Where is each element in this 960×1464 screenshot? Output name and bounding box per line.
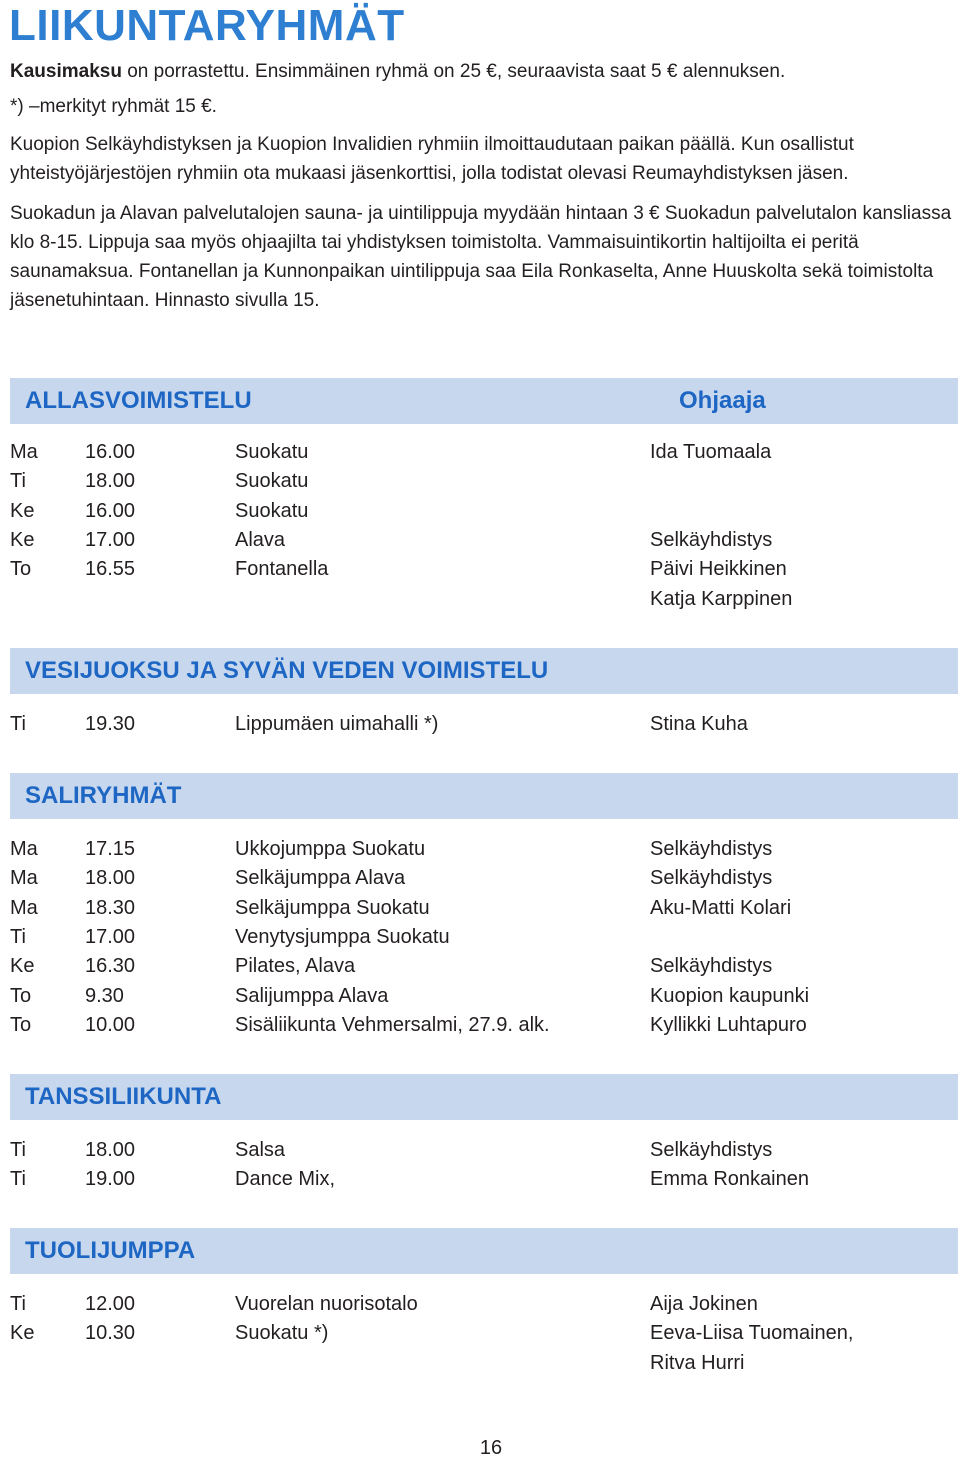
schedule-day: Ti — [10, 925, 26, 948]
schedule-leader: Selkäyhdistys — [650, 867, 773, 890]
schedule-leader: Aija Jokinen — [650, 1293, 758, 1315]
schedule-leader: Selkäyhdistys — [650, 955, 773, 978]
schedule-time: 17.00 — [85, 925, 136, 948]
schedule-place: Venytysjumppa Suokatu — [235, 925, 450, 948]
fee-label: Kausimaksu — [10, 61, 122, 82]
schedule-day: Ti — [10, 1139, 26, 1161]
schedule-day: To — [10, 558, 32, 581]
schedule-day: Ke — [10, 528, 35, 551]
section-header-saliryhmat — [10, 773, 958, 819]
intro-text — [10, 57, 955, 315]
schedule-day: Ke — [10, 1322, 35, 1345]
schedule-place: Suokatu *) — [235, 1322, 329, 1345]
schedule-row — [10, 467, 958, 496]
schedule-leader: Eeva-Liisa Tuomainen, — [650, 1322, 854, 1345]
section-title: TANSSILIIKUNTA — [25, 1083, 222, 1110]
schedule-place: Selkäjumppa Suokatu — [235, 896, 430, 919]
schedule-leader: Emma Ronkainen — [650, 1168, 809, 1191]
schedule-row — [10, 710, 958, 739]
schedule-time: 18.00 — [85, 470, 136, 493]
schedule-place: Suokatu — [235, 441, 309, 463]
schedule-time: 18.30 — [85, 896, 136, 919]
schedule-leader: Selkäyhdistys — [650, 528, 773, 551]
schedule-place: Selkäjumppa Alava — [235, 867, 406, 890]
schedule-row — [10, 526, 958, 555]
schedule-row — [10, 982, 958, 1011]
schedule-day: To — [10, 984, 32, 1007]
leader-column-header: Ohjaaja — [679, 387, 766, 414]
schedule-time: 18.00 — [85, 867, 136, 890]
intro-sauna-paragraph: Suokadun ja Alavan palvelutalojen sauna- ja uintilippuja myydään hintaan 3 € Suokadun palvelutalon kansliassa klo 8-15. Lippuja saa myös ohjaajilta tai yhdistyksen toimistolta. Vammaisuintikortin haltijoilta ei peritä saunamaksua. Fontanellan ja Kunnonpaikan uintilippuja saa Eila Ronkaselta, Anne Huuskolta sekä toimistolta jäsenetuhintaan. Hinnasto sivulla 15. — [10, 203, 952, 311]
schedule-row — [10, 555, 958, 584]
schedule-time: 12.00 — [85, 1293, 136, 1315]
schedule-row — [10, 894, 958, 923]
schedule-leader: Katja Karppinen — [650, 587, 793, 610]
schedule-leader: Aku-Matti Kolari — [650, 896, 792, 919]
section-header-tuolijumppa — [10, 1228, 958, 1274]
schedule-time: 17.15 — [85, 838, 136, 860]
section-title: VESIJUOKSU JA SYVÄN VEDEN VOIMISTELU — [25, 657, 549, 684]
schedule-day: Ke — [10, 499, 35, 522]
schedule-row — [10, 585, 958, 614]
schedule-row — [10, 835, 958, 864]
schedule-place: Salsa — [235, 1139, 286, 1161]
schedule-place: Salijumppa Alava — [235, 984, 389, 1007]
schedule-time: 10.30 — [85, 1322, 136, 1345]
schedule-leader: Selkäyhdistys — [650, 838, 773, 860]
section-header-tanssiliikunta — [10, 1074, 958, 1120]
schedule-row — [10, 1011, 958, 1040]
schedule-leader: Ida Tuomaala — [650, 441, 772, 463]
section-header-allasvoimistelu — [10, 378, 958, 424]
schedule-place: Dance Mix, — [235, 1168, 336, 1191]
schedule-leader: Ritva Hurri — [650, 1351, 745, 1374]
schedule-day: Ti — [10, 1293, 26, 1315]
schedule-time: 19.30 — [85, 713, 136, 735]
schedule-row — [10, 923, 958, 952]
schedule-leader: Päivi Heikkinen — [650, 558, 787, 581]
schedule-place: Suokatu — [235, 499, 309, 522]
page-title: LIIKUNTARYHMÄT — [9, 1, 405, 50]
schedule-time: 16.00 — [85, 441, 136, 463]
schedule-row — [10, 1165, 958, 1194]
schedule-row — [10, 497, 958, 526]
schedule-day: Ti — [10, 1168, 26, 1191]
schedule-time: 16.00 — [85, 499, 136, 522]
section-title: ALLASVOIMISTELU — [25, 387, 252, 414]
schedule-time: 16.55 — [85, 558, 136, 581]
section-title: SALIRYHMÄT — [25, 782, 182, 809]
schedule-leader: Kuopion kaupunki — [650, 984, 810, 1007]
schedule-day: Ma — [10, 896, 38, 919]
schedule-row — [10, 1136, 958, 1165]
intro-discount-line: *) –merkityt ryhmät 15 €. — [10, 96, 217, 117]
section-title: TUOLIJUMPPA — [25, 1237, 196, 1264]
schedule-place: Lippumäen uimahalli *) — [235, 713, 439, 735]
page-number: 16 — [479, 1437, 503, 1459]
schedule-row — [10, 1319, 958, 1348]
schedule-day: Ma — [10, 838, 38, 860]
schedule-day: Ti — [10, 713, 26, 735]
fee-text: on porrastettu. Ensimmäinen ryhmä on 25 €, seuraavista saat 5 € alennuksen. — [121, 61, 786, 82]
schedule-row — [10, 952, 958, 981]
schedule-leader: Stina Kuha — [650, 713, 748, 735]
schedule-time: 10.00 — [85, 1013, 136, 1036]
intro-fee-line — [10, 57, 955, 86]
schedule-place: Fontanella — [235, 558, 329, 581]
schedule-leader: Selkäyhdistys — [650, 1139, 773, 1161]
schedule-day: Ma — [10, 867, 38, 890]
schedule-day: Ti — [10, 470, 26, 493]
intro-registration-paragraph: Kuopion Selkäyhdistyksen ja Kuopion Invalidien ryhmiin ilmoittaudutaan paikan päällä. Kun osallistut yhteistyöjärjestöjen ryhmiin ota mukaasi jäsenkorttisi, jolla todistat olevasi Reumayhdistyksen jäsen. — [10, 134, 854, 184]
schedule-place: Vuorelan nuorisotalo — [235, 1293, 418, 1315]
schedule-row — [10, 864, 958, 893]
schedule-place: Ukkojumppa Suokatu — [235, 838, 426, 860]
schedule-time: 18.00 — [85, 1139, 136, 1161]
schedule-leader: Kyllikki Luhtapuro — [650, 1013, 807, 1036]
section-header-vesijuoksu — [10, 648, 958, 694]
schedule-time: 17.00 — [85, 528, 136, 551]
schedule-row — [10, 438, 958, 467]
schedule-place: Sisäliikunta Vehmersalmi, 27.9. alk. — [235, 1013, 550, 1036]
schedule-day: To — [10, 1013, 32, 1036]
schedule-place: Pilates, Alava — [235, 955, 356, 978]
schedule-place: Suokatu — [235, 470, 309, 493]
schedule-place: Alava — [235, 528, 286, 551]
schedule-row — [10, 1349, 958, 1378]
schedule-row — [10, 1290, 958, 1319]
schedule-day: Ma — [10, 441, 38, 463]
schedule-time: 19.00 — [85, 1168, 136, 1191]
schedule-time: 9.30 — [85, 984, 124, 1007]
schedule-day: Ke — [10, 955, 35, 978]
schedule-time: 16.30 — [85, 955, 136, 978]
